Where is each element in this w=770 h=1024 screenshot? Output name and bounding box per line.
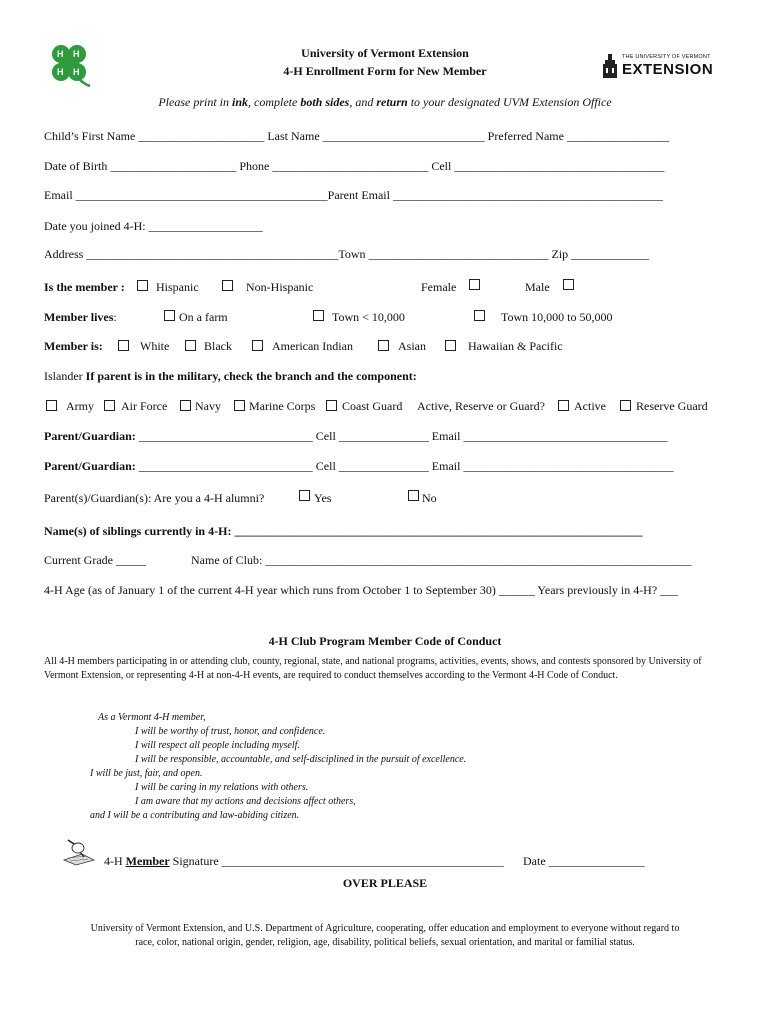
male-checkbox[interactable] [563,279,574,290]
guardian-2-fields[interactable]: Parent/Guardian: _____________________________ Cell _______________ Email ___________________________________ [44,459,674,473]
town-mid-label: Town 10,000 to 50,000 [501,310,613,324]
member-lives-label: Member lives: [44,310,117,324]
pledge-line: I will be just, fair, and open. [90,768,203,779]
hawaiian-checkbox[interactable] [445,340,456,351]
uvm-building-icon [602,54,618,78]
ethnicity-label: Is the member : [44,280,125,294]
white-checkbox[interactable] [118,340,129,351]
non-hispanic-checkbox[interactable] [222,280,233,291]
svg-text:H: H [73,67,80,77]
conduct-text: All 4-H members participating in or attending club, county, regional, state, and national programs, activities, events, shows, and contests sponsored by University of Vermont Extension, or representing 4-H at non-4-H events, are required to conduct themselves according to the Vermont 4-H Code of Conduct. [44,656,702,681]
hispanic-label: Hispanic [156,280,199,294]
uvm-extension-logo [602,52,712,80]
marine-label: Marine Corps [249,399,316,413]
american-indian-label: American Indian [272,339,353,353]
navy-label: Navy [195,399,221,413]
male-label: Male [525,280,550,294]
active-label: Active [574,399,606,413]
grade-field[interactable]: Current Grade _____ [44,553,146,567]
date-joined-field[interactable]: Date you joined 4-H: ___________________ [44,219,263,233]
svg-text:H: H [73,49,80,59]
coast-guard-checkbox[interactable] [326,400,337,411]
instructions: Please print in ink, complete both sides, and return to your designated UVM Extension Office [158,95,612,109]
air-force-checkbox[interactable] [104,400,115,411]
member-signature-field[interactable]: 4-H Member Signature _______________________________________________ [104,854,504,868]
town-small-label: Town < 10,000 [332,310,405,324]
black-checkbox[interactable] [185,340,196,351]
footer-line-1: University of Vermont Extension, and U.S. Department of Agriculture, cooperating, offer education and employment to everyone without regard to [90,923,680,934]
svg-text:H: H [57,49,64,59]
active-checkbox[interactable] [558,400,569,411]
address-fields[interactable]: Address __________________________________________Town ______________________________ Zip _____________ [44,247,650,261]
black-label: Black [204,339,232,353]
farm-label: On a farm [179,310,228,324]
town-mid-checkbox[interactable] [474,310,485,321]
alumni-no-checkbox[interactable] [408,490,419,501]
dob-phone-fields[interactable]: Date of Birth _____________________ Phone __________________________ Cell ___________________________________ [44,159,665,173]
siblings-field[interactable]: Name(s) of siblings currently in 4-H: ____________________________________________________________________ [44,524,643,538]
race-label: Member is: [44,339,103,353]
asian-checkbox[interactable] [378,340,389,351]
header-org: University of Vermont Extension [301,46,469,60]
signature-date-field[interactable]: Date ________________ [523,854,645,868]
army-label: Army [66,399,94,413]
pledge-line: I will be responsible, accountable, and self-disciplined in the pursuit of excellence. [135,754,467,765]
female-label: Female [421,280,457,294]
town-small-checkbox[interactable] [313,310,324,321]
uvm-logo-bottom: EXTENSION [622,61,714,78]
female-checkbox[interactable] [469,279,480,290]
reserve-checkbox[interactable] [620,400,631,411]
pledge-line: I will be worthy of trust, honor, and confidence. [135,726,326,737]
uvm-logo-top: THE UNIVERSITY OF VERMONT [622,54,711,60]
military-question: Islander If parent is in the military, check the branch and the component: [44,369,417,383]
pledge-line: As a Vermont 4-H member, [98,712,206,723]
footer-line-2: race, color, national origin, gender, religion, age, disability, political beliefs, sexual orientation, and marital or familial status. [135,937,635,948]
coast-guard-label: Coast Guard [342,399,403,413]
alumni-yes-checkbox[interactable] [299,490,310,501]
air-force-label: Air Force [121,399,168,413]
asian-label: Asian [398,339,426,353]
pledge-line: and I will be a contributing and law-abiding citizen. [90,810,300,821]
farm-checkbox[interactable] [164,310,175,321]
non-hispanic-label: Non-Hispanic [246,280,314,294]
white-label: White [140,339,170,353]
hispanic-checkbox[interactable] [137,280,148,291]
age-field[interactable]: 4-H Age (as of January 1 of the current 4-H year which runs from October 1 to September 30) ______ Years previously in 4-H? ___ [44,583,679,597]
alumni-no-label: No [422,491,437,505]
svg-text:H: H [57,67,64,77]
form-title: 4-H Enrollment Form for New Member [283,64,487,78]
marine-checkbox[interactable] [234,400,245,411]
american-indian-checkbox[interactable] [252,340,263,351]
navy-checkbox[interactable] [180,400,191,411]
army-checkbox[interactable] [46,400,57,411]
writing-hand-icon [62,838,96,866]
over-please: OVER PLEASE [342,876,428,890]
alumni-question: Parent(s)/Guardian(s): Are you a 4-H alumni? [44,491,265,505]
pledge-line: I am aware that my actions and decisions affect others, [135,796,356,807]
reserve-guard-label: Reserve Guard [636,399,708,413]
component-question: Active, Reserve or Guard? [417,399,545,413]
pledge-line: I will be caring in my relations with others. [135,782,309,793]
hawaiian-label: Hawaiian & Pacific [468,339,563,353]
email-fields[interactable]: Email __________________________________________Parent Email _____________________________________________ [44,188,663,202]
conduct-title: 4-H Club Program Member Code of Conduct [268,634,502,648]
pledge-line: I will respect all people including myself. [135,740,300,751]
name-fields[interactable]: Child’s First Name _____________________ Last Name ___________________________ Preferred Name _________________ [44,129,669,143]
club-field[interactable]: Name of Club: _______________________________________________________________________ [191,553,692,567]
alumni-yes-label: Yes [314,491,332,505]
guardian-1-fields[interactable]: Parent/Guardian: _____________________________ Cell _______________ Email __________________________________ [44,429,668,443]
